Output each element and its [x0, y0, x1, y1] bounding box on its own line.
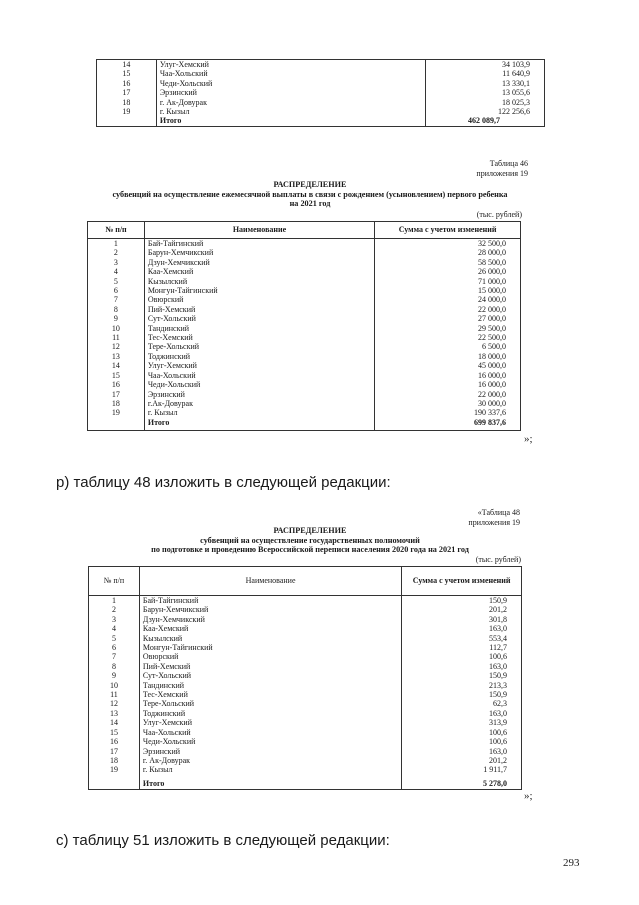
row-number: 17 — [89, 747, 140, 756]
row-name: Улуг-Хемский — [139, 718, 401, 727]
row-value: 18 025,3 — [426, 98, 545, 107]
row-name: Кызылский — [144, 277, 374, 286]
table-row — [88, 277, 521, 286]
top-table-body — [97, 60, 545, 117]
table-row — [88, 399, 521, 408]
table48-header — [89, 567, 522, 596]
row-value: 201,2 — [402, 605, 522, 614]
row-number: 5 — [89, 634, 140, 643]
row-value: 45 000,0 — [375, 361, 521, 370]
row-value: 22 000,0 — [375, 390, 521, 399]
table46 — [87, 221, 521, 431]
table-row — [89, 681, 522, 690]
row-number: 15 — [89, 728, 140, 737]
table48-total-label: Итого — [139, 775, 401, 790]
table48-tail: »; — [524, 790, 533, 802]
table-row — [88, 390, 521, 399]
table46-header-name: Наименование — [144, 222, 374, 239]
row-name: Сут-Хольский — [144, 314, 374, 323]
row-value: 24 000,0 — [375, 295, 521, 304]
row-name: Овюрский — [139, 652, 401, 661]
row-number: 6 — [88, 286, 145, 295]
table-row — [88, 408, 521, 417]
row-value: 100,6 — [402, 737, 522, 746]
table-row — [89, 765, 522, 774]
table-row — [97, 98, 545, 107]
row-number: 2 — [88, 248, 145, 257]
row-number: 14 — [88, 361, 145, 370]
row-value: 22 000,0 — [375, 305, 521, 314]
row-value: 122 256,6 — [426, 107, 545, 116]
table-row — [89, 643, 522, 652]
table-row — [89, 615, 522, 624]
row-value: 100,6 — [402, 652, 522, 661]
row-value: 6 500,0 — [375, 342, 521, 351]
row-value: 150,9 — [402, 671, 522, 680]
table-row — [89, 624, 522, 633]
row-number: 19 — [97, 107, 157, 116]
row-number: 18 — [88, 399, 145, 408]
row-value: 34 103,9 — [426, 60, 545, 70]
table-row — [89, 605, 522, 614]
table-row — [97, 69, 545, 78]
row-value: 32 500,0 — [375, 239, 521, 249]
row-number: 16 — [97, 79, 157, 88]
row-number: 18 — [89, 756, 140, 765]
row-value: 313,9 — [402, 718, 522, 727]
row-name: Эрзинский — [139, 747, 401, 756]
row-name: Эрзинский — [156, 88, 425, 97]
row-value: 163,0 — [402, 747, 522, 756]
row-number: 15 — [88, 371, 145, 380]
table48-units: (тыс. рублей) — [475, 555, 521, 564]
row-name: Улуг-Хемский — [144, 361, 374, 370]
paragraph-s: с) таблицу 51 изложить в следующей редакции: — [56, 832, 390, 849]
row-name: Чаа-Хольский — [144, 371, 374, 380]
paragraph-r: р) таблицу 48 изложить в следующей редакции: — [56, 474, 391, 491]
row-number: 18 — [97, 98, 157, 107]
table-row — [88, 371, 521, 380]
table-row — [89, 709, 522, 718]
row-number: 3 — [88, 258, 145, 267]
row-number: 7 — [88, 295, 145, 304]
row-value: 71 000,0 — [375, 277, 521, 286]
row-number: 8 — [88, 305, 145, 314]
top-table-total-row — [97, 116, 545, 126]
table-row — [89, 596, 522, 606]
row-name: Каа-Хемский — [144, 267, 374, 276]
row-number: 14 — [97, 60, 157, 70]
table48-total-row — [89, 775, 522, 790]
table46-title-line3: на 2021 год — [289, 199, 331, 208]
row-name: Дзун-Хемчикский — [144, 258, 374, 267]
row-name: Тес-Хемский — [144, 333, 374, 342]
table46-body — [88, 239, 521, 418]
table48-header-num: № п/п — [89, 567, 140, 596]
row-name: г. Кызыл — [156, 107, 425, 116]
table-row — [88, 286, 521, 295]
row-value: 30 000,0 — [375, 399, 521, 408]
row-number: 17 — [97, 88, 157, 97]
row-name: г. Кызыл — [144, 408, 374, 417]
row-value: 163,0 — [402, 624, 522, 633]
table48-title-line2: субвенций на осуществление государственных полномочий — [200, 535, 420, 545]
table46-title-line1: РАСПРЕДЕЛЕНИЕ — [273, 180, 347, 189]
row-name: Пий-Хемский — [139, 662, 401, 671]
table46-title-line2: субвенций на осуществление ежемесячной выплаты в связи с рождением (усыновлением) первого ребенка — [112, 189, 508, 199]
row-number: 6 — [89, 643, 140, 652]
table46-total-row — [88, 418, 521, 431]
row-number: 17 — [88, 390, 145, 399]
row-number: 15 — [97, 69, 157, 78]
row-value: 553,4 — [402, 634, 522, 643]
row-value: 11 640,9 — [426, 69, 545, 78]
row-name: Чеди-Хольский — [139, 737, 401, 746]
row-name: Чеди-Хольский — [156, 79, 425, 88]
row-value: 22 500,0 — [375, 333, 521, 342]
table48-title-line1: РАСПРЕДЕЛЕНИЕ — [273, 526, 347, 535]
table46-title — [60, 180, 560, 209]
table48-title-line3: по подготовке и проведению Всероссийской переписи населения 2020 года на 2021 год — [151, 545, 469, 554]
table-row — [89, 737, 522, 746]
table-row — [88, 248, 521, 257]
row-name: Тоджинский — [139, 709, 401, 718]
table46-units: (тыс. рублей) — [476, 210, 522, 219]
table46-header-num: № п/п — [88, 222, 145, 239]
row-value: 163,0 — [402, 662, 522, 671]
table-row — [89, 690, 522, 699]
row-number: 5 — [88, 277, 145, 286]
row-number: 7 — [89, 652, 140, 661]
row-name: Бай-Тайгинский — [144, 239, 374, 249]
top-table-total-value: 462 089,7 — [426, 116, 545, 126]
row-name: Каа-Хемский — [139, 624, 401, 633]
row-value: 213,3 — [402, 681, 522, 690]
table46-tail: »; — [524, 433, 533, 445]
table-row — [97, 79, 545, 88]
table-row — [89, 662, 522, 671]
row-number: 3 — [89, 615, 140, 624]
row-number: 9 — [88, 314, 145, 323]
row-value: 26 000,0 — [375, 267, 521, 276]
top-table — [96, 59, 545, 127]
row-value: 28 000,0 — [375, 248, 521, 257]
table-row — [88, 295, 521, 304]
table-row — [88, 305, 521, 314]
row-value: 58 500,0 — [375, 258, 521, 267]
row-name: Тандинский — [139, 681, 401, 690]
table46-total-value: 699 837,6 — [375, 418, 521, 431]
table-row — [88, 342, 521, 351]
row-number: 19 — [89, 765, 140, 774]
row-name: Овюрский — [144, 295, 374, 304]
table-row — [88, 333, 521, 342]
row-name: Улуг-Хемский — [156, 60, 425, 70]
table-row — [88, 314, 521, 323]
row-name: Эрзинский — [144, 390, 374, 399]
table-row — [88, 258, 521, 267]
table-row — [89, 756, 522, 765]
row-number: 12 — [88, 342, 145, 351]
row-name: г.Ак-Довурак — [144, 399, 374, 408]
table48-total-value: 5 278,0 — [402, 775, 522, 790]
row-name: Дзун-Хемчикский — [139, 615, 401, 624]
row-name: Чаа-Хольский — [139, 728, 401, 737]
row-number: 13 — [89, 709, 140, 718]
row-value: 13 330,1 — [426, 79, 545, 88]
row-name: Барун-Хемчикский — [139, 605, 401, 614]
row-value: 100,6 — [402, 728, 522, 737]
table46-header — [88, 222, 521, 239]
row-number: 16 — [89, 737, 140, 746]
table48-header-sum: Сумма с учетом изменений — [402, 567, 522, 596]
row-value: 1 911,7 — [402, 765, 522, 774]
row-number: 8 — [89, 662, 140, 671]
row-name: Монгун-Тайгинский — [139, 643, 401, 652]
row-name: Чаа-Хольский — [156, 69, 425, 78]
row-value: 150,9 — [402, 690, 522, 699]
row-number: 1 — [89, 596, 140, 606]
row-number: 13 — [88, 352, 145, 361]
page-number: 293 — [563, 857, 580, 869]
row-number: 2 — [89, 605, 140, 614]
table48-caption-line2: приложения 19 — [468, 517, 520, 527]
table46-caption-line1: Таблица 46 — [489, 159, 528, 168]
table46-caption — [430, 159, 528, 178]
table-row — [97, 60, 545, 70]
row-number: 12 — [89, 699, 140, 708]
table-row — [88, 267, 521, 276]
row-name: Сут-Хольский — [139, 671, 401, 680]
row-number: 10 — [88, 324, 145, 333]
row-name: Чеди-Хольский — [144, 380, 374, 389]
row-value: 150,9 — [402, 596, 522, 606]
row-number: 1 — [88, 239, 145, 249]
row-value: 13 055,6 — [426, 88, 545, 97]
row-number: 4 — [88, 267, 145, 276]
row-name: Пий-Хемский — [144, 305, 374, 314]
row-name: Тере-Хольский — [139, 699, 401, 708]
row-value: 16 000,0 — [375, 380, 521, 389]
row-value: 62,3 — [402, 699, 522, 708]
table-row — [88, 324, 521, 333]
row-number: 19 — [88, 408, 145, 417]
row-value: 15 000,0 — [375, 286, 521, 295]
row-number: 9 — [89, 671, 140, 680]
row-name: Бай-Тайгинский — [139, 596, 401, 606]
row-number: 4 — [89, 624, 140, 633]
row-number: 16 — [88, 380, 145, 389]
table48 — [88, 566, 522, 790]
table-row — [89, 671, 522, 680]
table48-caption-line1: «Таблица 48 — [477, 508, 520, 517]
table48-title — [60, 526, 560, 555]
table-row — [89, 634, 522, 643]
table-row — [89, 652, 522, 661]
row-value: 16 000,0 — [375, 371, 521, 380]
table48-body — [89, 596, 522, 775]
row-number: 14 — [89, 718, 140, 727]
row-name: Барун-Хемчикский — [144, 248, 374, 257]
row-name: г. Ак-Довурак — [156, 98, 425, 107]
row-name: Тоджинский — [144, 352, 374, 361]
table-row — [89, 718, 522, 727]
table46-header-sum: Сумма с учетом изменений — [375, 222, 521, 239]
table46-total-label: Итого — [144, 418, 374, 431]
row-value: 190 337,6 — [375, 408, 521, 417]
row-name: г. Ак-Довурак — [139, 756, 401, 765]
row-name: г. Кызыл — [139, 765, 401, 774]
row-name: Тере-Хольский — [144, 342, 374, 351]
row-value: 112,7 — [402, 643, 522, 652]
table46-caption-line2: приложения 19 — [476, 168, 528, 178]
table-row — [89, 728, 522, 737]
table-row — [97, 88, 545, 97]
row-name: Тандинский — [144, 324, 374, 333]
row-value: 201,2 — [402, 756, 522, 765]
row-name: Тес-Хемский — [139, 690, 401, 699]
table-row — [89, 699, 522, 708]
row-name: Кызылский — [139, 634, 401, 643]
row-value: 163,0 — [402, 709, 522, 718]
row-value: 27 000,0 — [375, 314, 521, 323]
row-value: 18 000,0 — [375, 352, 521, 361]
row-name: Монгун-Тайгинский — [144, 286, 374, 295]
row-number: 11 — [88, 333, 145, 342]
table-row — [88, 361, 521, 370]
table-row — [89, 747, 522, 756]
top-table-total-label: Итого — [156, 116, 425, 126]
table48-caption — [420, 508, 520, 527]
row-value: 29 500,0 — [375, 324, 521, 333]
table48-header-name: Наименование — [139, 567, 401, 596]
row-number: 11 — [89, 690, 140, 699]
row-value: 301,8 — [402, 615, 522, 624]
table-row — [88, 352, 521, 361]
row-number: 10 — [89, 681, 140, 690]
table-row — [88, 239, 521, 249]
table-row — [88, 380, 521, 389]
table-row — [97, 107, 545, 116]
